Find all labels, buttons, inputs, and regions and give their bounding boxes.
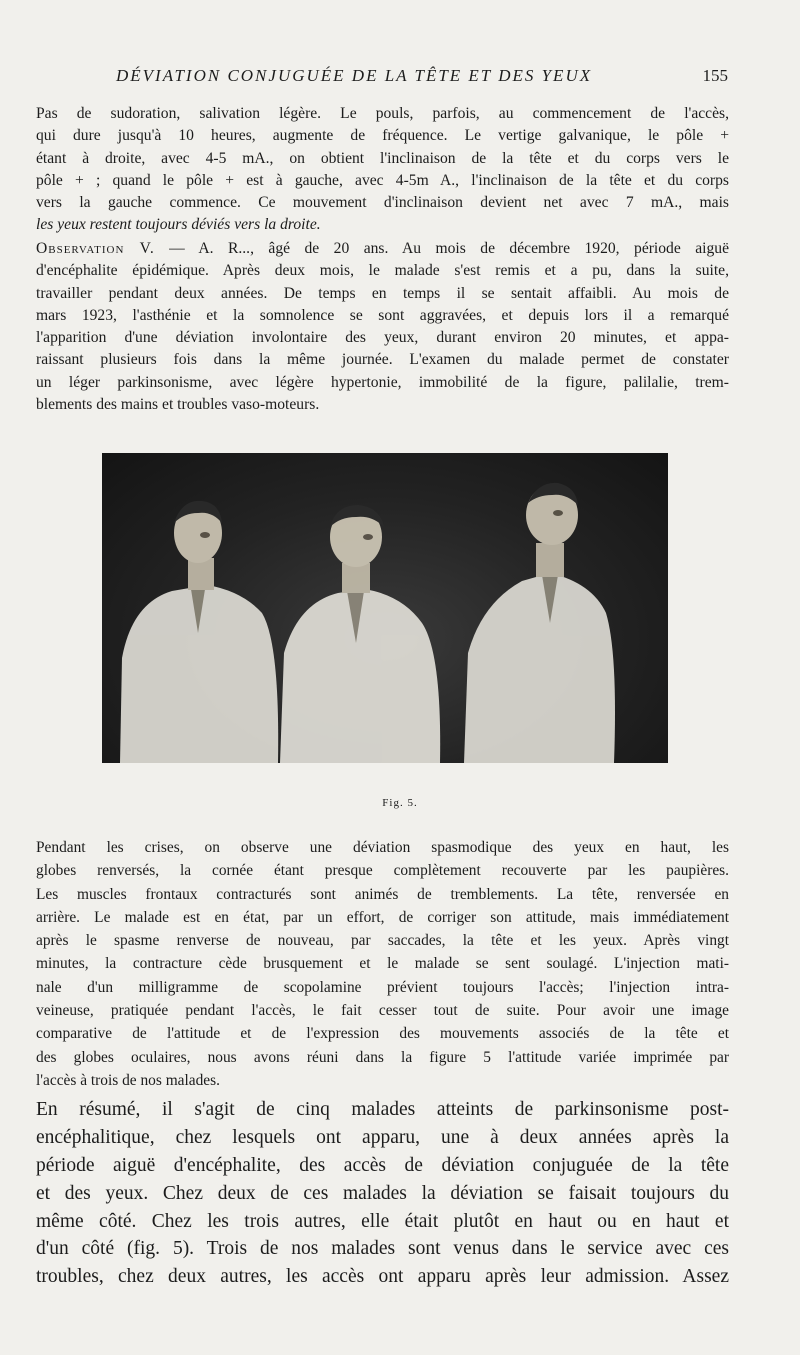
text-line: raissant plusieurs fois dans la même journée. L'examen du malade permet de constater [36,351,729,369]
page-header [38,66,728,94]
text-line: un léger parkinsonisme, avec légère hypertonie, immobilité de la figure, palilalie, trem- [36,373,729,391]
text-line: des globes oculaires, nous avons réuni dans la figure 5 l'attitude variée imprimée par [36,1048,729,1066]
text-line: d'un côté (fig. 5). Trois de nos malades sont venus dans le service avec ces [36,1238,729,1260]
text-line: qui dure jusqu'à 10 heures, augmente de fréquence. Le vertige galvanique, le pôle + [36,127,729,145]
text-line: travailler pendant deux années. De temps en temps il se sentait affaibli. Au mois de [36,284,729,302]
text-line: vers la gauche commence. Ce mouvement d'inclinaison devient net avec 7 mA., mais [36,194,729,212]
paragraph-3 [36,836,729,1092]
figure-photo [102,453,668,763]
text-line: nale d'un milligramme de scopolamine prévient toujours l'accès; l'injection intra- [36,978,729,996]
text-line: étant à droite, avec 4-5 mA., on obtient l'inclinaison de la tête et du corps vers le [36,149,729,167]
paragraph-2 [36,238,729,416]
running-title: DÉVIATION CONJUGUÉE DE LA TÊTE ET DES YEUX [116,66,593,85]
paragraph-1 [36,103,729,237]
italic-text: les yeux restent toujours déviés vers la droite. [36,216,321,234]
patient-right [464,483,615,763]
text-line: blements des mains et troubles vaso-moteurs. [36,396,320,414]
patients-photo [102,453,668,763]
text-line: comparative de l'attitude et de l'expression des mouvements associés de la tête et [36,1025,729,1043]
text-line: période aiguë d'encéphalite, des accès de déviation conjuguée de la tête [36,1154,729,1176]
text-line: Les muscles frontaux contracturés sont animés de tremblements. La tête, renversée en [36,885,729,903]
text-line: après le spasme renverse de nouveau, par saccades, la tête et les yeux. Après vingt [36,932,729,950]
text-line: d'encéphalite épidémique. Après deux mois, le malade s'est remis et a pu, dans la suite, [36,262,729,280]
italic-line [36,214,729,236]
text-line [36,238,729,260]
text-line: même côté. Chez les trois autres, elle était plutôt en haut ou en haut et [36,1210,729,1232]
observation-first-line: — A. R..., âgé de 20 ans. Au mois de décembre 1920, période aiguë [154,240,729,257]
figure-caption: Fig. 5. [382,797,418,809]
text-line: Pendant les crises, on observe une déviation spasmodique des yeux en haut, les [36,839,729,856]
text-line: globes renversés, la cornée étant presque complètement recouverte par les paupières. [36,862,729,880]
patient-center [280,505,440,763]
text-line: l'apparition d'une déviation involontaire des yeux, durant environ 20 minutes, et appa- [36,329,729,347]
text-line: En résumé, il s'agit de cinq malades atteints de parkinsonisme post- [36,1099,729,1120]
text-line: et des yeux. Chez deux de ces malades la déviation se faisait toujours du [36,1182,729,1204]
text-line: pôle + ; quand le pôle + est à gauche, avec 4-5m A., l'inclinaison de la tête et du corps [36,171,729,189]
observation-label: Observation V. [36,240,155,257]
text-line: encéphalitique, chez lesquels ont apparu, une à deux années après la [36,1126,729,1148]
text-line: minutes, la contracture cède brusquement et le malade se sent soulagé. L'injection mati- [36,955,729,973]
text-line: mars 1923, l'asthénie et la somnolence se sont aggravées, et depuis lors il a remarqué [36,306,729,324]
text-line: Pas de sudoration, salivation légère. Le pouls, parfois, au commencement de l'accès, [36,105,729,122]
paragraph-4 [36,1096,729,1291]
text-line: arrière. Le malade est en état, par un effort, de corriger son attitude, mais immédiatement [36,908,729,926]
text-line: veineuse, pratiquée pendant l'accès, le fait cesser tout de suite. Pour avoir une image [36,1002,729,1020]
page-number: 155 [702,66,728,85]
text-line: troubles, chez deux autres, les accès ont apparu après leur admission. Assez [36,1266,729,1288]
text-line: l'accès à trois de nos malades. [36,1071,220,1089]
patient-left [120,501,278,763]
